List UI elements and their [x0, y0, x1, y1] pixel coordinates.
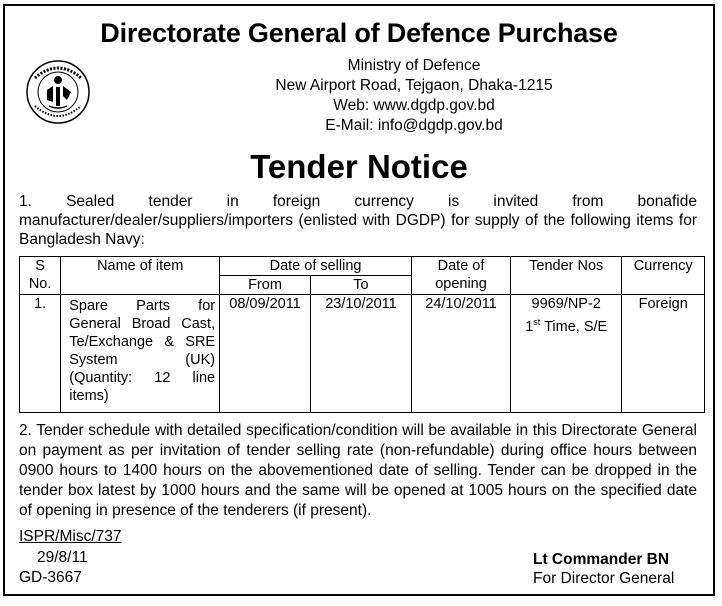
row-from-date: 08/09/2011: [220, 295, 311, 413]
row-currency: Foreign: [622, 295, 705, 413]
header-date-opening: Date of opening: [411, 257, 510, 295]
tender-notice-document: [3, 4, 715, 596]
row-tender-nos: [511, 295, 622, 413]
header-from: From: [220, 276, 311, 295]
header-name: Name of item: [61, 257, 220, 295]
header-sno: S No.: [20, 257, 61, 295]
tender-items-table: [19, 256, 705, 413]
header-currency: Currency: [622, 257, 705, 295]
dgdp-emblem-logo: [25, 56, 91, 132]
signatory-designation: For Director General: [533, 570, 675, 587]
paragraph-2: 2. Tender schedule with detailed specification/condition will be available in this Directorate General on payment as per invitation of tender selling rate (non-refundable) during office hours between 0900 hours to 1400 hours on the abovementioned date of selling. Tender can be dropped in the tender box latest by 1000 hours and the same will be opened at 1005 hours on the specified date of opening in presence of the tenderers (if present).: [19, 422, 697, 519]
row-sno: 1.: [20, 295, 61, 413]
web-line: Web: www.dgdp.gov.bd: [333, 97, 495, 114]
signatory-rank: Lt Commander BN: [533, 551, 670, 568]
organization-title: Directorate General of Defence Purchase: [100, 18, 618, 48]
notice-title: Tender Notice: [250, 148, 468, 185]
header-to: To: [310, 276, 411, 295]
row-opening-date: 24/10/2011: [411, 295, 510, 413]
email-line: E-Mail: info@dgdp.gov.bd: [325, 117, 503, 134]
tender-time: 1st Time, S/E: [525, 317, 608, 335]
table-row: [20, 295, 705, 413]
ispr-reference: ISPR/Misc/737: [19, 528, 122, 545]
paragraph-1: 1. Sealed tender in foreign currency is invited from bonafide manufacturer/dealer/suppliers/importers (enlisted with DGDP) for supply of the following items for Bangladesh Navy:: [19, 193, 697, 248]
header-tender-nos: Tender Nos: [511, 257, 622, 295]
header-date-selling: Date of selling: [220, 257, 412, 276]
row-to-date: 23/10/2011: [310, 295, 411, 413]
ministry-line: Ministry of Defence: [347, 57, 481, 74]
row-item-name: Spare Parts for General Broad Cast, Te/Exchange & SRE System (UK) (Quantity: 12 line items): [61, 295, 220, 413]
gd-number: GD-3667: [19, 569, 82, 586]
tender-number: 9969/NP-2: [531, 296, 601, 312]
issue-date: 29/8/11: [37, 549, 88, 566]
address-line: New Airport Road, Tejgaon, Dhaka-1215: [275, 77, 553, 94]
